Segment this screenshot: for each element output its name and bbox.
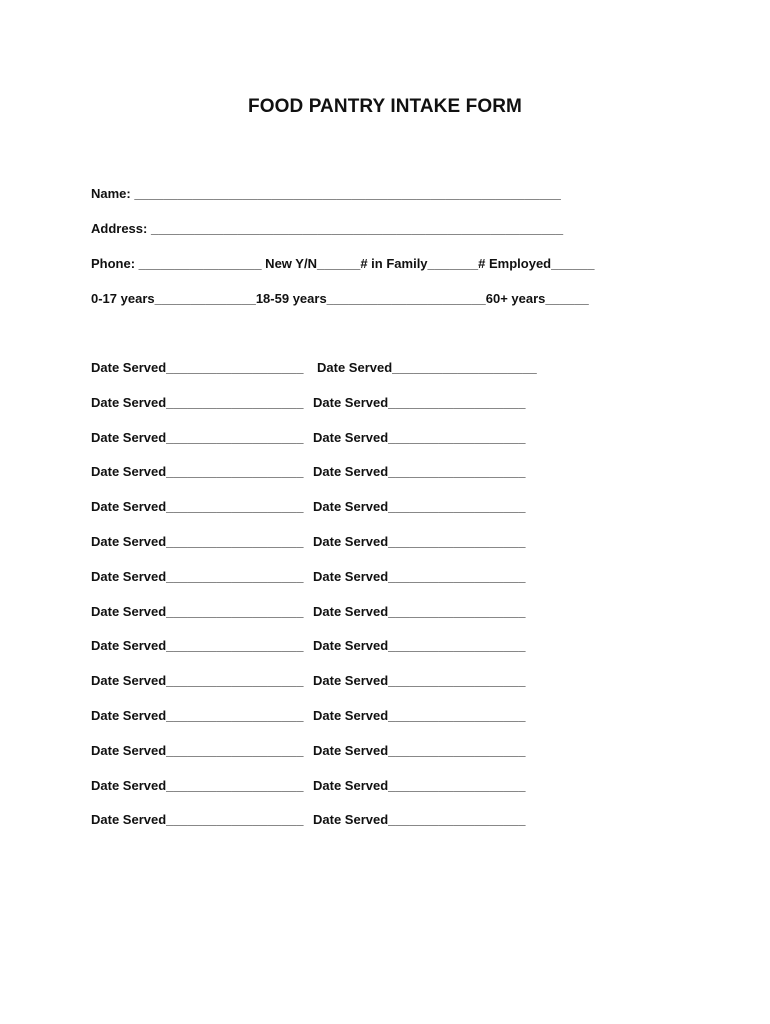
date-served-left-field[interactable]: Date Served___________________ bbox=[91, 464, 304, 479]
date-served-left-field[interactable]: Date Served___________________ bbox=[91, 395, 304, 410]
date-served-right-field[interactable]: Date Served___________________ bbox=[313, 638, 526, 653]
address-field[interactable]: Address: _________________________________________________________ bbox=[91, 221, 564, 236]
date-served-right-field[interactable]: Date Served___________________ bbox=[313, 430, 526, 445]
date-served-left-field[interactable]: Date Served___________________ bbox=[91, 743, 304, 758]
date-served-left-field[interactable]: Date Served___________________ bbox=[91, 604, 304, 619]
date-served-right-field[interactable]: Date Served___________________ bbox=[313, 395, 526, 410]
date-served-right-field[interactable]: Date Served___________________ bbox=[313, 604, 526, 619]
date-served-right-field[interactable]: Date Served____________________ bbox=[317, 360, 537, 375]
date-served-right-field[interactable]: Date Served___________________ bbox=[313, 569, 526, 584]
date-served-left-field[interactable]: Date Served___________________ bbox=[91, 778, 304, 793]
date-served-right-field[interactable]: Date Served___________________ bbox=[313, 464, 526, 479]
date-served-right-field[interactable]: Date Served___________________ bbox=[313, 743, 526, 758]
date-served-right-field[interactable]: Date Served___________________ bbox=[313, 534, 526, 549]
date-served-right-field[interactable]: Date Served___________________ bbox=[313, 812, 526, 827]
form-title: FOOD PANTRY INTAKE FORM bbox=[248, 96, 522, 117]
name-field[interactable]: Name: ___________________________________________________________ bbox=[91, 186, 561, 201]
date-served-left-field[interactable]: Date Served___________________ bbox=[91, 673, 304, 688]
date-served-right-field[interactable]: Date Served___________________ bbox=[313, 499, 526, 514]
date-served-left-field[interactable]: Date Served___________________ bbox=[91, 534, 304, 549]
date-served-left-field[interactable]: Date Served___________________ bbox=[91, 638, 304, 653]
date-served-left-field[interactable]: Date Served___________________ bbox=[91, 708, 304, 723]
date-served-left-field[interactable]: Date Served___________________ bbox=[91, 569, 304, 584]
date-served-left-field[interactable]: Date Served___________________ bbox=[91, 499, 304, 514]
date-served-left-field[interactable]: Date Served___________________ bbox=[91, 430, 304, 445]
date-served-left-field[interactable]: Date Served___________________ bbox=[91, 360, 304, 375]
date-served-right-field[interactable]: Date Served___________________ bbox=[313, 708, 526, 723]
age-groups-field[interactable]: 0-17 years______________18-59 years______________________60+ years______ bbox=[91, 291, 589, 306]
date-served-right-field[interactable]: Date Served___________________ bbox=[313, 673, 526, 688]
date-served-right-field[interactable]: Date Served___________________ bbox=[313, 778, 526, 793]
phone-family-field[interactable]: Phone: _________________ New Y/N______# in Family_______# Employed______ bbox=[91, 256, 595, 271]
date-served-left-field[interactable]: Date Served___________________ bbox=[91, 812, 304, 827]
